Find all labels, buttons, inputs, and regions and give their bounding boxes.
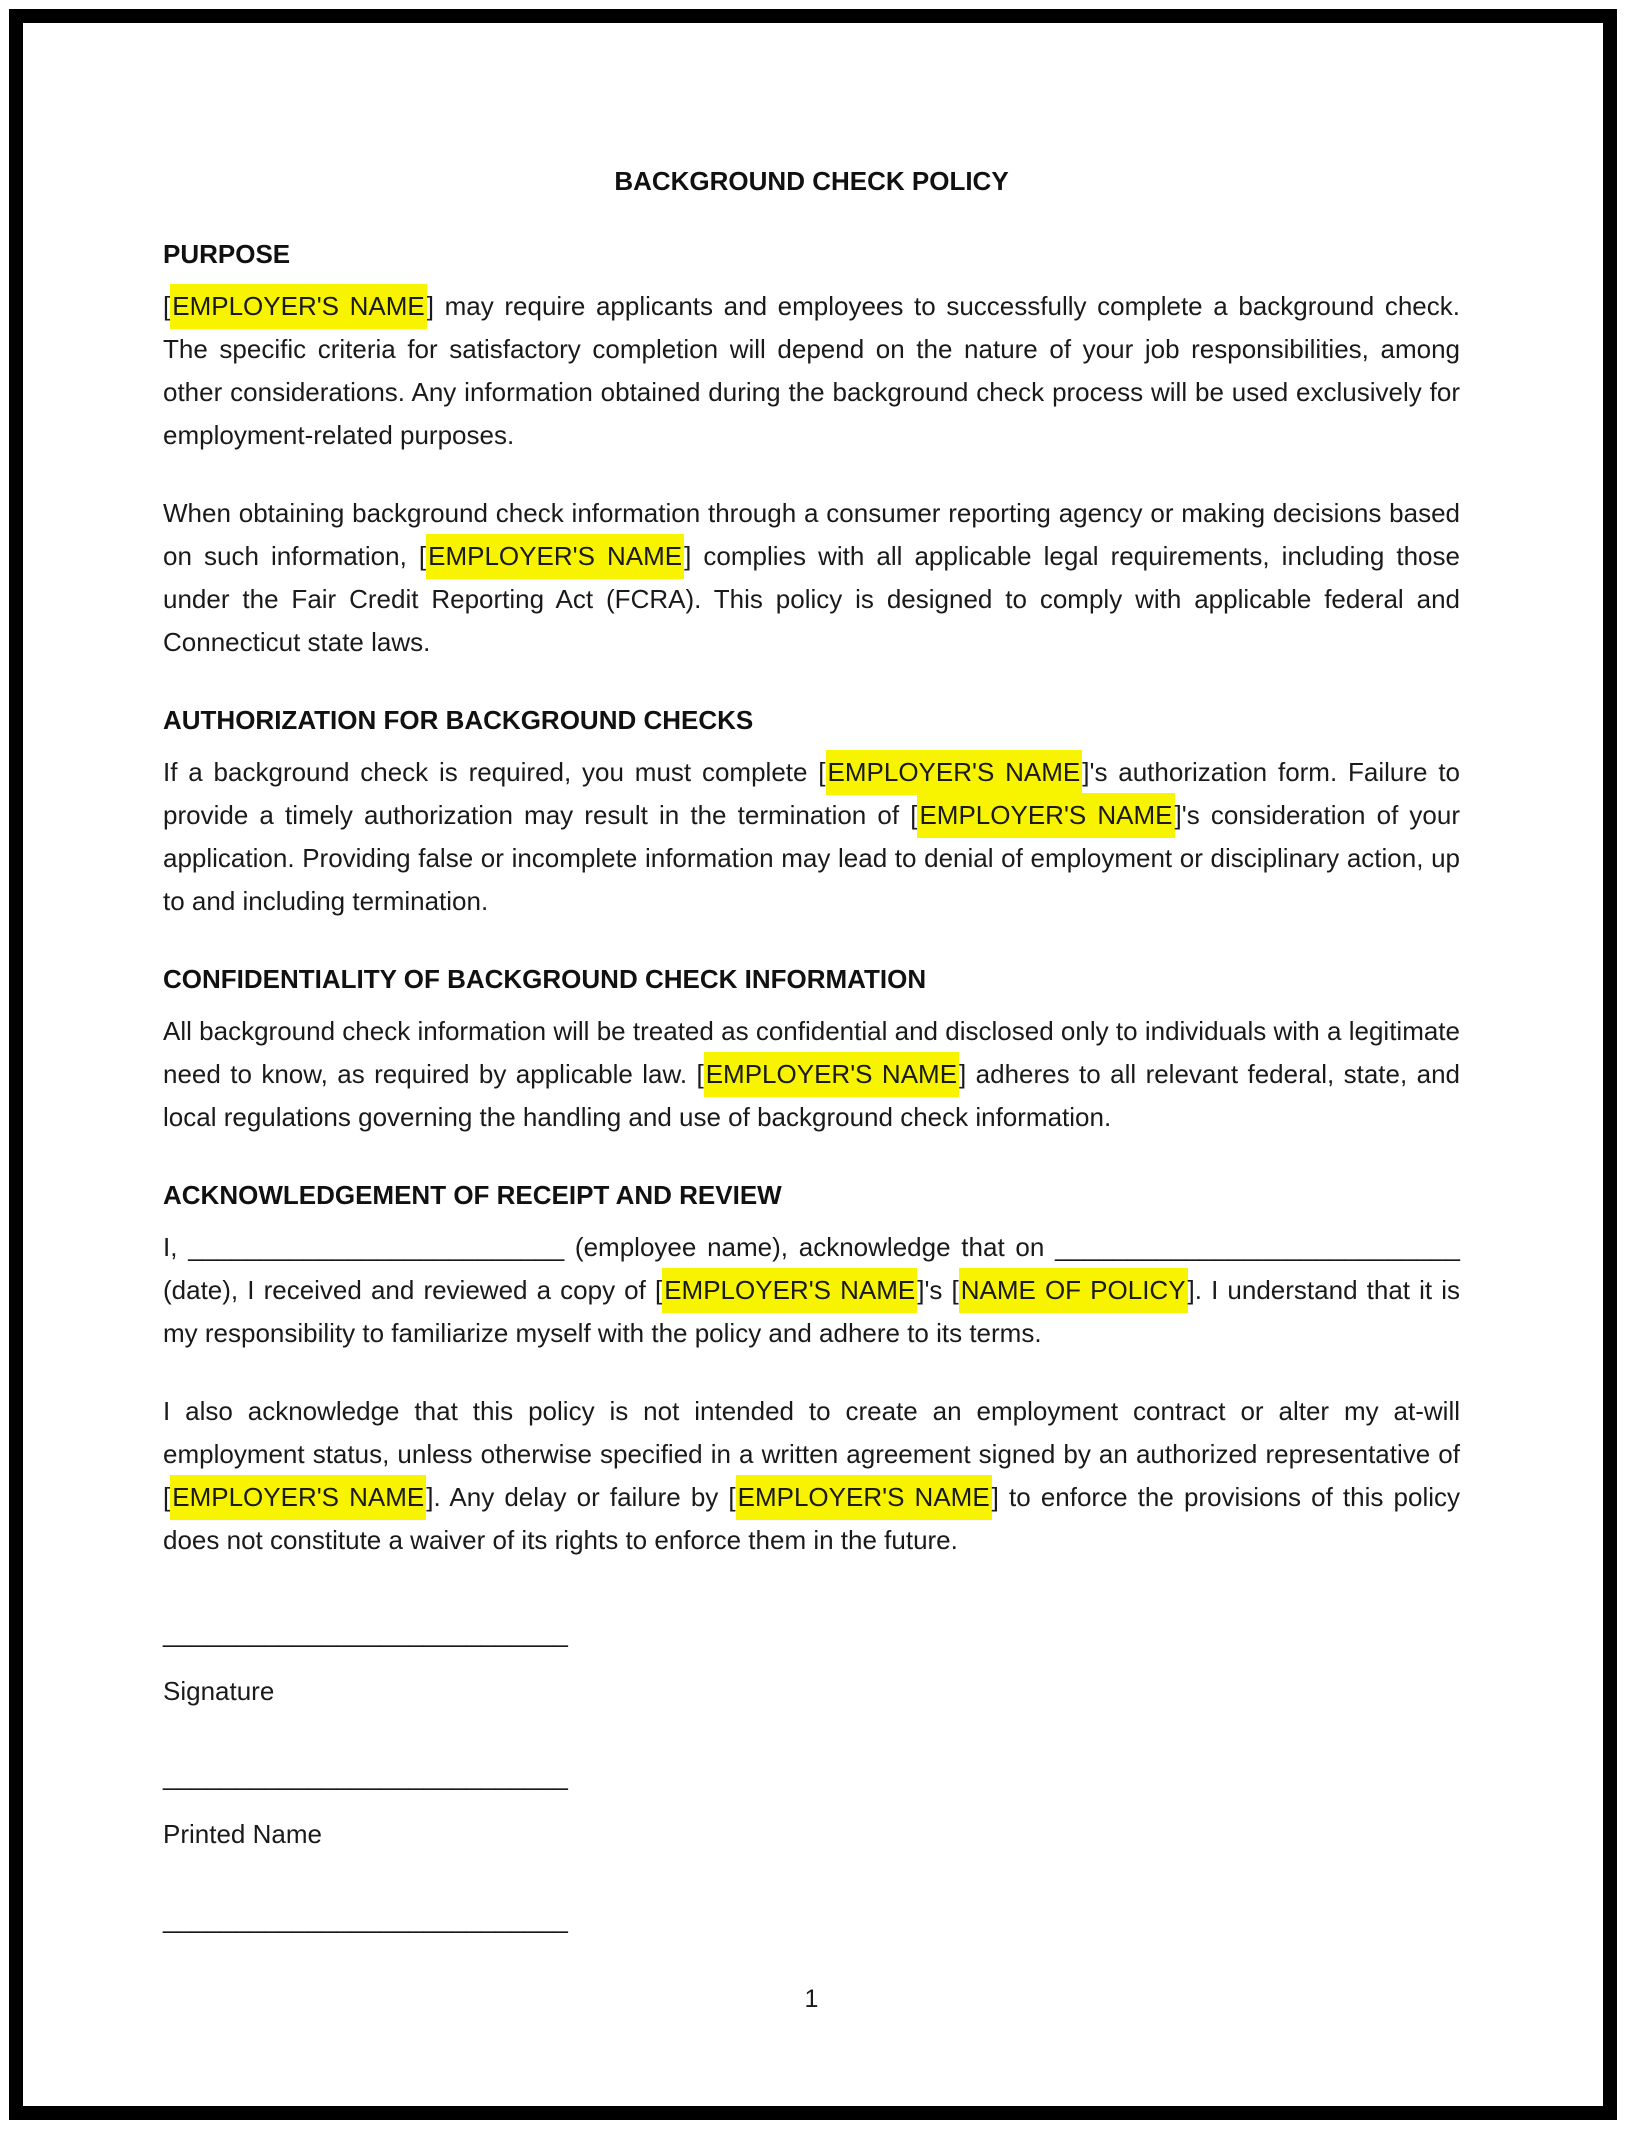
text-run: All background check information will be treated as confidential and disclosed only to individuals with a legitimate need to know, as required by applicable law. [ bbox=[163, 1016, 1460, 1089]
highlighted-placeholder: EMPLOYER'S NAME bbox=[826, 750, 1083, 795]
printed-name-label: Printed Name bbox=[163, 1819, 322, 1849]
section-heading-authorization: AUTHORIZATION FOR BACKGROUND CHECKS bbox=[163, 705, 754, 735]
text-run: When obtaining background check information through a consumer reporting agency or making decisions based on such information, [ bbox=[163, 498, 1460, 571]
highlighted-placeholder: EMPLOYER'S NAME bbox=[170, 284, 427, 329]
paragraph bbox=[163, 1390, 1460, 1562]
signature-label: Signature bbox=[163, 1676, 275, 1706]
document-content bbox=[163, 0, 1460, 1941]
section-authorization bbox=[163, 699, 1460, 923]
section-heading-acknowledgement: ACKNOWLEDGEMENT OF RECEIPT AND REVIEW bbox=[163, 1180, 782, 1210]
section-confidentiality bbox=[163, 958, 1460, 1139]
text-run: ] may require applicants and employees to successfully complete a background check. The specific criteria for satisfactory completion will depend on the nature of your job responsibilities, among other considerations. Any information obtained during the background check process will be used exclusively for employment-related purposes. bbox=[163, 291, 1460, 450]
paragraph bbox=[163, 285, 1460, 457]
text-run: ] complies with all applicable legal requirements, including those under the Fair Credit Reporting Act (FCRA). This policy is designed to comply with applicable federal and Connecticut state laws. bbox=[163, 541, 1460, 657]
highlighted-placeholder: EMPLOYER'S NAME bbox=[917, 793, 1174, 838]
paragraph bbox=[163, 492, 1460, 664]
paragraph-acknowledgement-fill-in bbox=[163, 1226, 1460, 1355]
printed-name-line: ____________________________ bbox=[163, 1761, 568, 1791]
section-purpose bbox=[163, 233, 1460, 664]
text-run: I also acknowledge that this policy is not intended to create an employment contract or alter my at-will employment status, unless otherwise specified in a written agreement signed by an authorized representative of [ bbox=[163, 1396, 1460, 1512]
text-run: ] adheres to all relevant federal, state, and local regulations governing the handling and use of background check information. bbox=[163, 1059, 1460, 1132]
text-run: I, __________________________ (employee name), acknowledge that on ____________________________ (date), I received and reviewed a copy of [ bbox=[163, 1232, 1460, 1305]
highlighted-placeholder: EMPLOYER'S NAME bbox=[736, 1475, 992, 1520]
section-heading-purpose: PURPOSE bbox=[163, 239, 291, 269]
text-run: ] to enforce the provisions of this policy does not constitute a waiver of its rights to enforce them in the future. bbox=[163, 1482, 1460, 1555]
highlighted-placeholder: NAME OF POLICY bbox=[959, 1268, 1188, 1313]
document-title: BACKGROUND CHECK POLICY bbox=[614, 166, 1009, 196]
text-run: ]. I understand that it is my responsibility to familiarize myself with the policy and adhere to its terms. bbox=[163, 1275, 1460, 1348]
text-run: ]. Any delay or failure by [ bbox=[426, 1482, 736, 1512]
paragraph bbox=[163, 751, 1460, 923]
signature-block bbox=[163, 1612, 1460, 1941]
text-run: ]'s [ bbox=[917, 1275, 959, 1305]
text-run: ]'s authorization form. Failure to provide a timely authorization may result in the termination of [ bbox=[163, 757, 1460, 830]
page-number: 1 bbox=[804, 1985, 819, 2013]
text-run: If a background check is required, you must complete [ bbox=[163, 757, 826, 787]
highlighted-placeholder: EMPLOYER'S NAME bbox=[662, 1268, 917, 1313]
text-run: [ bbox=[163, 291, 171, 321]
highlighted-placeholder: EMPLOYER'S NAME bbox=[170, 1475, 426, 1520]
section-heading-confidentiality: CONFIDENTIALITY OF BACKGROUND CHECK INFORMATION bbox=[163, 964, 927, 994]
signature-line: ____________________________ bbox=[163, 1618, 568, 1648]
text-run: ]'s consideration of your application. Providing false or incomplete information may lead to denial of employment or disciplinary action, up to and including termination. bbox=[163, 800, 1461, 916]
date-line: ____________________________ bbox=[163, 1904, 568, 1934]
highlighted-placeholder: EMPLOYER'S NAME bbox=[426, 534, 684, 579]
section-acknowledgement bbox=[163, 1174, 1460, 1562]
paragraph bbox=[163, 1010, 1460, 1139]
highlighted-placeholder: EMPLOYER'S NAME bbox=[704, 1052, 959, 1097]
